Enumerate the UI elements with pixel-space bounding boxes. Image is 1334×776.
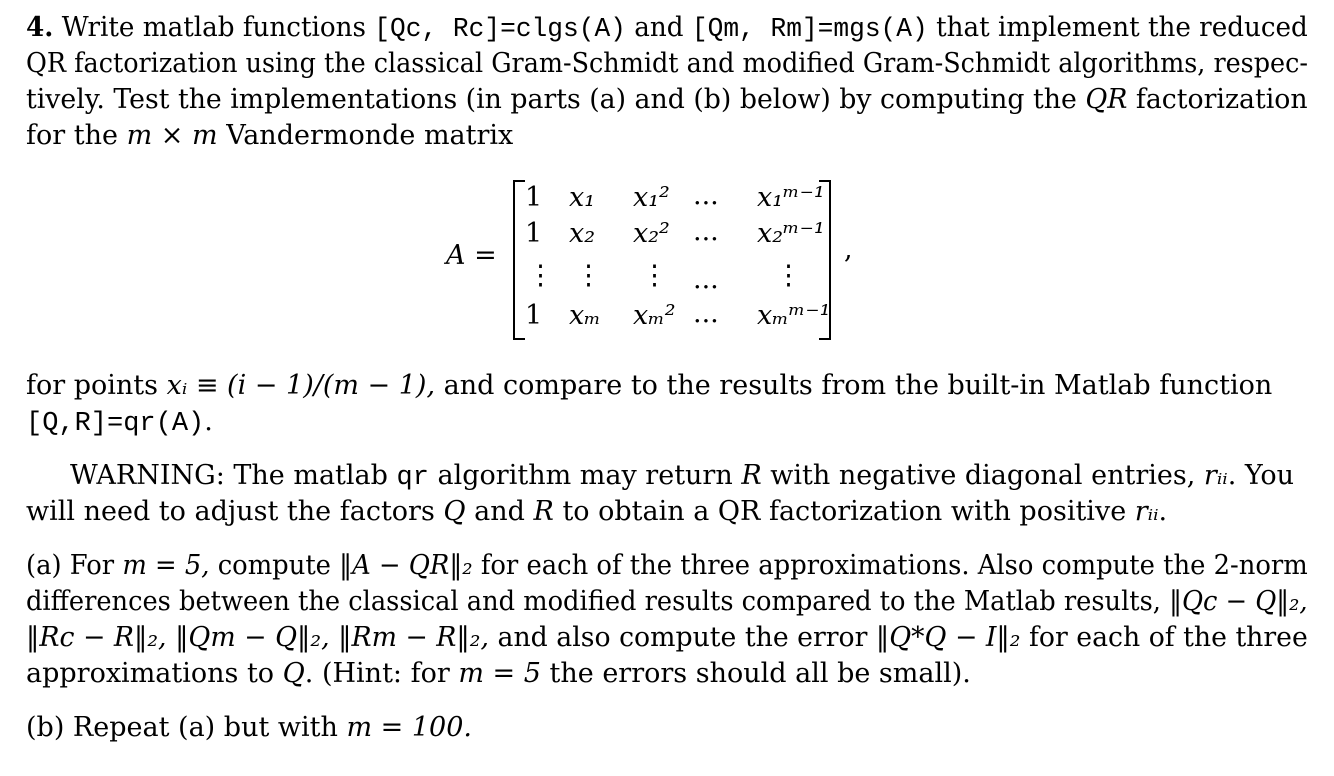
code-clgs: [Qc, Rc]=clgs(A) <box>374 15 626 45</box>
matrix-cell: 1 <box>525 218 543 249</box>
matrix-cell: ⋮ <box>527 260 554 291</box>
matrix-cell: ⋮ <box>775 260 802 291</box>
part-a-line-2: differences between the classical and modified results compared to the Matlab results, ‖Qc − Q‖₂, <box>26 586 1308 617</box>
matrix-cell: xₘ <box>569 300 601 331</box>
matrix-comma: , <box>844 234 853 265</box>
after-matrix-line-1: for points xᵢ ≡ (i − 1)/(m − 1), and compare to the results from the built-in Matlab function <box>26 370 1273 401</box>
warning-line-2: will need to adjust the factors Q and R to obtain a QR factorization with positive rᵢᵢ. <box>26 496 1168 527</box>
matrix-cell: x₂ᵐ⁻¹ <box>757 218 825 249</box>
warning-line-1: WARNING: The matlab qr algorithm may return R with negative diagonal entries, rᵢᵢ. You <box>70 460 1294 493</box>
vandermonde-matrix <box>440 178 860 340</box>
matrix-cell: ⋮ <box>575 260 602 291</box>
problem-line-4: for the m × m Vandermonde matrix <box>26 120 514 151</box>
matrix-cell: ... <box>693 298 719 329</box>
matrix-cell: xₘ² <box>633 300 676 331</box>
part-b-line: (b) Repeat (a) but with m = 100. <box>26 712 472 743</box>
part-a-line-4: approximations to Q. (Hint: for m = 5 the errors should all be small). <box>26 658 971 689</box>
points-formula: xᵢ ≡ (i − 1)/(m − 1), <box>166 370 436 401</box>
matrix-lhs: A = <box>446 240 497 271</box>
part-a-line-1: (a) For m = 5, compute ‖A − QR‖₂ for each of the three approximations. Also compute the 2-norm <box>26 550 1308 581</box>
matrix-cell: ... <box>693 264 719 295</box>
part-a-line-3: ‖Rc − R‖₂, ‖Qm − Q‖₂, ‖Rm − R‖₂, and also compute the error ‖Q*Q − I‖₂ for each of the three <box>26 622 1308 653</box>
matrix-cell: x₁ᵐ⁻¹ <box>757 182 825 213</box>
matrix-cell: x₂ <box>569 218 596 249</box>
matrix-cell: 1 <box>525 300 543 331</box>
matrix-cell: 1 <box>525 182 543 213</box>
code-qr-call: [Q,R]=qr(A) <box>26 409 205 439</box>
matrix-body <box>513 178 833 340</box>
matrix-cell: ... <box>693 180 719 211</box>
matrix-cell: ... <box>693 216 719 247</box>
problem-line-3: tively. Test the implementations (in parts (a) and (b) below) by computing the QR factorization <box>26 84 1308 115</box>
matrix-cell: x₁² <box>633 182 670 213</box>
matrix-cell: x₂² <box>633 218 670 249</box>
matrix-cell: x₁ <box>569 182 596 213</box>
left-bracket <box>513 180 525 340</box>
problem-line-2: QR factorization using the classical Gram-Schmidt and modified Gram-Schmidt algorithms, respec- <box>26 48 1308 79</box>
code-qr: qr <box>396 463 429 493</box>
matrix-cell: ⋮ <box>641 260 668 291</box>
matrix-cell: xₘᵐ⁻¹ <box>757 300 831 331</box>
after-matrix-line-2: [Q,R]=qr(A). <box>26 406 213 439</box>
problem-number: 4. <box>26 12 54 43</box>
problem-line-1: 4. Write matlab functions [Qc, Rc]=clgs(A) and [Qm, Rm]=mgs(A) that implement the reduced <box>26 12 1308 45</box>
code-mgs: [Qm, Rm]=mgs(A) <box>691 15 928 45</box>
